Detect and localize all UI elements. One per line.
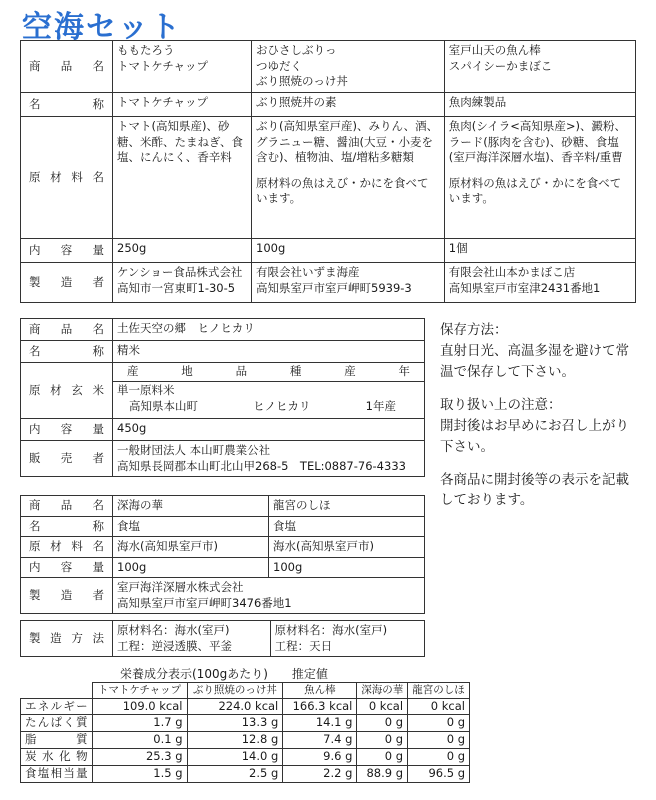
nutrition-value: 2.5 g — [187, 765, 283, 782]
nutrition-value: 0 kcal — [357, 698, 408, 715]
label-kind: 名称 — [21, 93, 113, 117]
nutrition-col-header: トマトケチャップ — [92, 683, 187, 699]
nutrition-value: 224.0 kcal — [187, 698, 283, 715]
product-kind: 魚肉練製品 — [444, 93, 635, 117]
header-char: 年 — [398, 364, 410, 378]
product-kind: ぶり照焼丼の素 — [252, 93, 445, 117]
handling-note: 取り扱い上の注意： 開封後はお早めにお召し上がり下さい。 — [440, 396, 629, 455]
nutrition-table — [20, 682, 470, 783]
nutrition-value: 96.5 g — [408, 765, 470, 782]
rice-origin-values — [113, 399, 424, 415]
nutrition-value: 9.6 g — [283, 748, 357, 765]
nutrition-value: 14.1 g — [283, 715, 357, 732]
product-name: おひさしぶりっ つゆだく ぶり照焼のっけ丼 — [252, 41, 445, 93]
nutrition-row-label: 脂質 — [21, 732, 93, 749]
rice-seller: 一般財団法人 本山町農業公社 高知県長岡郡本山町北山甲268-5 TEL:0887-76-4333 — [113, 441, 425, 477]
nutrition-value: 109.0 kcal — [92, 698, 187, 715]
label-ingredients: 原材料名 — [21, 537, 113, 558]
nutrition-value: 1.7 g — [92, 715, 187, 732]
nutrition-value: 0 kcal — [408, 698, 470, 715]
nutrition-value: 0 g — [357, 748, 408, 765]
notes-panel — [440, 320, 640, 523]
nutrition-value: 12.8 g — [187, 732, 283, 749]
nutrition-value: 166.3 kcal — [283, 698, 357, 715]
product-amount: 250g — [113, 239, 252, 263]
nutrition-col-header: 深海の華 — [357, 683, 408, 699]
nutrition-row-label: 食塩相当量 — [21, 765, 93, 782]
product-table-rice — [20, 318, 425, 477]
rice-name: 土佐天空の郷 ヒノヒカリ — [113, 319, 425, 341]
label-product-name: 商品名 — [21, 319, 113, 341]
method-col1: 原材料名：海水(室戸) 工程：逆浸透膜、平釜 — [113, 621, 271, 657]
salt-ingredients: 海水(高知県室戸市) — [113, 537, 269, 558]
nutrition-value: 7.4 g — [283, 732, 357, 749]
product-maker: ケンショー食品株式会社 高知市一宮東町1-30-5 — [113, 263, 252, 303]
storage-note: 保存方法： 直射日光、高温多湿を避けて常温で保存して下さい。 — [440, 322, 629, 380]
header-char: 産 — [127, 364, 139, 378]
nutrition-value: 0.1 g — [92, 732, 187, 749]
nutrition-title: 栄養成分表示(100gあたり) 推定値 — [120, 667, 328, 681]
rice-region: 高知県本山町 — [129, 399, 198, 414]
header-char: 産 — [344, 364, 356, 378]
nutrition-col-header: ぶり照焼のっけ丼 — [187, 683, 283, 699]
nutrition-row-label: 炭水化物 — [21, 748, 93, 765]
label-method: 製造方法 — [21, 621, 113, 657]
page-title: 空海セット — [22, 10, 182, 45]
nutrition-row-label: たんぱく質 — [21, 715, 93, 732]
salt-kind: 食塩 — [113, 516, 269, 537]
nutrition-value: 0 g — [408, 748, 470, 765]
nutrition-value: 0 g — [357, 732, 408, 749]
header-char: 種 — [289, 364, 302, 378]
nutrition-col-header: 魚ん棒 — [283, 683, 357, 699]
rice-origin-header — [113, 363, 424, 382]
salt-name: 深海の華 — [113, 496, 269, 517]
rice-origin — [113, 363, 425, 419]
display-note: 各商品に開封後等の表示を記載しております。 — [440, 471, 629, 509]
rice-kind: 精米 — [113, 341, 425, 363]
label-product-name: 商品名 — [21, 41, 113, 93]
label-raw-rice: 原材玄米 — [21, 363, 113, 419]
product-kind: トマトケチャップ — [113, 93, 252, 117]
product-table-1 — [20, 40, 636, 303]
product-table-salt — [20, 495, 425, 614]
method-col2: 原材料名：海水(室戸) 工程：天日 — [270, 621, 424, 657]
label-amount: 内容量 — [21, 419, 113, 441]
product-maker: 有限会社山本かまぼこ店 高知県室戸市室津2431番地1 — [444, 263, 635, 303]
manufacturing-table — [20, 620, 425, 657]
ingredients-text: 魚肉(シイラ<高知県産>)、澱粉、ラード(豚肉を含む)、砂糖、食塩(室戸海洋深層水塩)、香辛料/重曹 — [448, 119, 626, 165]
label-amount: 内容量 — [21, 239, 113, 263]
rice-amount: 450g — [113, 419, 425, 441]
label-seller: 販売者 — [21, 441, 113, 477]
product-name: ももたろう トマトケチャップ — [113, 41, 252, 93]
label-product-name: 商品名 — [21, 496, 113, 517]
salt-amount: 100g — [113, 557, 269, 578]
label-maker: 製造者 — [21, 263, 113, 303]
nutrition-value: 0 g — [357, 715, 408, 732]
salt-name: 龍宮のしほ — [269, 496, 425, 517]
product-amount: 100g — [252, 239, 445, 263]
ingredients-text: ぶり(高知県室戸産)、みりん、酒、グラニュー糖、醤油(大豆・小麦を含む)、植物油、塩/増粘多糖類 — [256, 119, 439, 165]
nutrition-value: 88.9 g — [357, 765, 408, 782]
header-char: 地 — [181, 364, 193, 378]
label-ingredients: 原材料名 — [21, 117, 113, 239]
header-char: 品 — [235, 364, 248, 378]
product-name: 室戸山天の魚ん棒 スパイシーかまぼこ — [444, 41, 635, 93]
nutrition-corner — [21, 683, 93, 699]
nutrition-value: 14.0 g — [187, 748, 283, 765]
rice-year: 1年産 — [365, 399, 396, 414]
nutrition-row-label: エネルギー — [21, 698, 93, 715]
salt-maker: 室戸海洋深層水株式会社 高知県室戸市室戸岬町3476番地1 — [113, 578, 425, 614]
label-kind: 名称 — [21, 341, 113, 363]
product-ingredients — [113, 117, 252, 239]
nutrition-value: 1.5 g — [92, 765, 187, 782]
nutrition-value: 0 g — [408, 715, 470, 732]
nutrition-value: 13.3 g — [187, 715, 283, 732]
nutrition-value: 25.3 g — [92, 748, 187, 765]
salt-amount: 100g — [269, 557, 425, 578]
ingredients-note: 原材料の魚はえび・かにを食べています。 — [448, 175, 622, 206]
label-maker: 製造者 — [21, 578, 113, 614]
product-ingredients — [252, 117, 445, 239]
product-maker: 有限会社いずま海産 高知県室戸市室戸岬町5939-3 — [252, 263, 445, 303]
rice-variety: ヒノヒカリ — [253, 399, 311, 414]
rice-single-origin: 単一原料米 — [117, 382, 175, 397]
product-amount: 1個 — [444, 239, 635, 263]
ingredients-note: 原材料の魚はえび・かにを食べています。 — [256, 175, 429, 206]
salt-kind: 食塩 — [269, 516, 425, 537]
label-amount: 内容量 — [21, 557, 113, 578]
nutrition-value: 0 g — [408, 732, 470, 749]
nutrition-col-header: 龍宮のしほ — [408, 683, 470, 699]
label-kind: 名称 — [21, 516, 113, 537]
nutrition-value: 2.2 g — [283, 765, 357, 782]
ingredients-text: トマト(高知県産)、砂糖、米酢、たまねぎ、食塩、にんにく、香辛料 — [117, 119, 244, 165]
product-ingredients — [444, 117, 635, 239]
salt-ingredients: 海水(高知県室戸市) — [269, 537, 425, 558]
